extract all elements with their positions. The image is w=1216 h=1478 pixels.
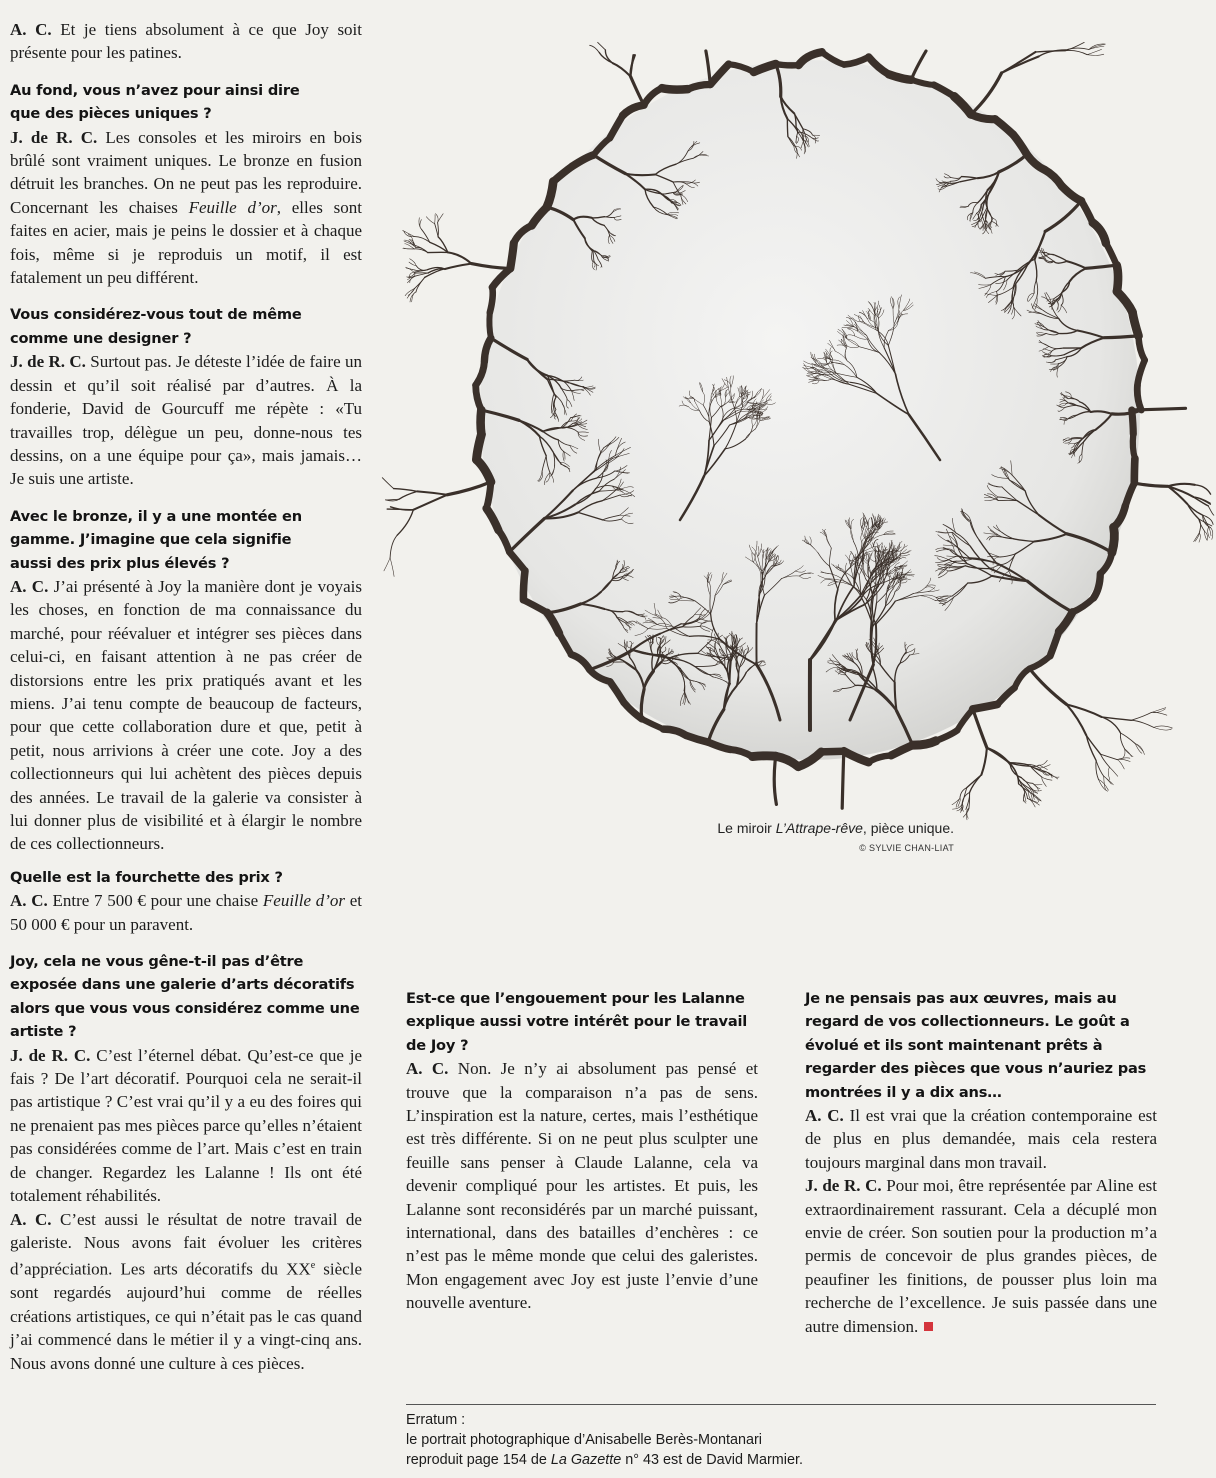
left-column <box>10 18 362 1375</box>
branch <box>1154 726 1173 728</box>
question: Est-ce que l’engouement pour les Lalanne explique aussi votre intérêt pour le travail de Joy ? <box>406 990 748 1054</box>
answer-text: , elles sont faites en acier, mais je peins le dossier et à chaque fois, même si je reproduis un motif, il est fatalement un peu différent. <box>10 197 362 288</box>
question: Je ne pensais pas aux œuvres, mais au regard de vos collectionneurs. Le goût a évolué et ils sont maintenant prêts à regarder des pièces que vous n’auriez pas montrées il y a dix ans… <box>805 990 1147 1101</box>
branch <box>397 510 413 536</box>
branch <box>1209 527 1211 536</box>
branch <box>1101 754 1110 767</box>
question: Avec le bronze, il y a une montée en gamme. J’imagine que cela signifie aussi des prix plus élevés ? <box>10 507 302 572</box>
branch <box>1131 712 1151 720</box>
branch <box>1117 760 1124 769</box>
branch <box>1104 776 1114 785</box>
middle-column <box>406 987 758 1315</box>
caption-text: Le miroir <box>717 820 776 836</box>
branch <box>1208 506 1214 515</box>
speaker: J. de R. C. <box>805 1176 882 1196</box>
branch <box>415 273 428 276</box>
branch <box>490 287 493 312</box>
branch <box>436 214 439 223</box>
answer-text: J’ai présenté à Joy la manière dont je voyais les choses, en fonction de ma connaissance du marché, pour réévaluer et intégrer ses pièces dans celui-ci, en faisant attention à ne pas créer de distorsions entre les prix pratiqués avant et les miens. J’ai tenu compte de beaucoup de facteurs, pour que cette collaboration dure et que, petit à petit, nous arrivions à créer une cote. Joy a des collectionneurs qui lui achètent des pièces depuis des années. Le travail de la galerie va consister à lui donner plus de visibilité et à élargir le nombre de ces collectionneurs. <box>10 576 362 854</box>
question: Au fond, vous n’avez pour ainsi dire que des pièces uniques ? <box>10 81 300 123</box>
branch <box>1104 776 1106 790</box>
branch <box>987 748 1010 763</box>
paragraph <box>10 889 362 936</box>
paragraph <box>805 1104 1157 1174</box>
branch <box>981 748 987 775</box>
answer-text: Il est vrai que la création contemporaine est de plus en plus demandée, mais cela restera toujours marginal dans mon travail. <box>805 1106 1157 1172</box>
answer-text: Surtout pas. Je déteste l’idée de faire un dessin et qu’il soit réalisé par d’autres. À la fonderie, David de Gourcuff me répète : «Tu travailles trop, délègue un peu, donne-nous tes dessins, on a une équipe pour ça», mais jamais… Je suis une artiste. <box>10 352 362 489</box>
branch <box>416 277 425 292</box>
branch <box>1086 735 1096 760</box>
branch <box>967 775 982 788</box>
branch <box>547 182 554 208</box>
italic-title: Feuille d’or <box>262 891 346 911</box>
paragraph <box>10 575 362 856</box>
branch <box>960 788 967 799</box>
branch <box>448 252 472 263</box>
branch <box>1132 312 1138 336</box>
branch <box>1134 458 1135 483</box>
answer-text: Et je tiens absolument à ce que Joy soit présente pour les patines. <box>10 20 363 63</box>
branch <box>1135 744 1144 755</box>
branch <box>409 262 416 266</box>
branch <box>1134 483 1168 486</box>
branch <box>476 385 482 410</box>
paragraph <box>10 1208 362 1376</box>
branch <box>613 63 631 76</box>
branch <box>1104 336 1138 338</box>
caption-title: L’Attrape-rêve <box>775 820 863 836</box>
branch <box>663 729 686 735</box>
branch <box>1137 386 1141 410</box>
branch <box>1168 486 1194 497</box>
branch <box>445 264 471 269</box>
answer-text: Entre 7 500 € pour une chaise <box>47 891 263 911</box>
branch <box>1154 727 1172 730</box>
branch <box>417 491 447 494</box>
branch <box>403 230 415 236</box>
answer-text: siècle sont regardés aujourd’hui comme de réelles créations artistiques, ce qui n’était pas le cas quand j’ai commencé dans le métier il y a vingt-cinq ans. Nous avons donné une culture à ces pièces. <box>10 1259 362 1373</box>
branch <box>971 73 1002 115</box>
branch <box>416 266 427 271</box>
branch <box>1042 777 1052 780</box>
branch <box>1168 484 1195 486</box>
italic-title: Feuille d’or <box>188 197 277 217</box>
branch <box>973 709 987 748</box>
erratum-rule <box>406 1404 1156 1405</box>
branch <box>523 571 525 600</box>
branch <box>1195 485 1211 494</box>
branch <box>1131 720 1154 727</box>
branch <box>844 57 869 65</box>
answer-text: et 50 000 € pour un paravent. <box>10 891 362 934</box>
branch <box>1096 761 1104 777</box>
branch <box>421 229 429 242</box>
branch <box>1137 360 1144 386</box>
caption-text: , pièce unique. <box>862 820 954 836</box>
branch <box>390 535 397 557</box>
branch <box>774 756 776 804</box>
erratum-line <box>406 1450 1166 1470</box>
speaker: A. C. <box>10 1209 52 1229</box>
branch <box>407 288 415 298</box>
paragraph <box>406 1057 758 1314</box>
branch <box>1121 733 1136 744</box>
branch <box>911 51 926 80</box>
paragraph <box>10 350 362 490</box>
branch <box>1187 504 1202 515</box>
branch <box>399 491 417 499</box>
branch <box>1039 760 1047 765</box>
branch <box>426 217 434 224</box>
branch <box>889 74 911 79</box>
branch <box>404 248 415 249</box>
erratum-line: le portrait photographique d’Anisabelle Berès-Montanari <box>406 1432 762 1448</box>
branch <box>590 45 600 52</box>
erratum-text: n° 43 est de David Marmier. <box>621 1452 803 1468</box>
paragraph <box>10 126 362 290</box>
branch <box>1030 669 1067 705</box>
branch <box>1108 767 1110 780</box>
branch <box>510 243 514 269</box>
paragraph <box>10 18 362 65</box>
branch <box>1099 779 1109 790</box>
branch <box>1203 515 1214 524</box>
end-of-article-mark <box>924 1322 933 1331</box>
erratum-box <box>406 1410 1166 1470</box>
branch <box>1065 50 1087 54</box>
branch <box>384 558 390 571</box>
question: Joy, cela ne vous gêne-t-il pas d’être exposée dans une galerie d’arts décoratifs alors que vous vous considérez comme une artiste ? <box>10 953 360 1041</box>
answer-text: Les consoles et les miroirs en bois brûlé sont vraiment uniques. Le bronze en fusion détruit les branches. On ne peut pas les reproduire. Concernant les chaises <box>10 127 362 217</box>
answer-text: Non. Je n’y ai absolument pas pensé et trouve que la comparaison n’a pas de sens. L’inspiration est la nature, certes, mais l’esthétique est très différente. Si on ne peut plus sculpter une feuille sans penser à Claude Lalanne, cela va devenir compliqué pour les artistes. Et puis, les Lalanne sont reconsidérés par un marché puissant, international, dans des batailles d’enchères : ce n’est pas le même monde que celui des galeristes. Mon engagement avec Joy est juste l’envie d’une nouvelle aventure. <box>406 1059 758 1313</box>
branch <box>394 489 418 492</box>
branch <box>1194 533 1200 542</box>
branch <box>1099 779 1108 791</box>
paragraph <box>10 1044 362 1208</box>
speaker: A. C. <box>805 1106 844 1126</box>
branch <box>842 751 844 808</box>
question: Quelle est la fourchette des prix ? <box>10 868 283 886</box>
speaker: J. de R. C. <box>10 1045 91 1065</box>
branch <box>787 119 788 137</box>
branch <box>973 704 998 709</box>
mirror-photo <box>380 40 1216 840</box>
branch <box>1109 767 1117 776</box>
branch <box>729 660 730 681</box>
branch <box>420 220 422 230</box>
branch <box>631 76 644 105</box>
branch <box>1002 57 1039 73</box>
branch <box>1071 438 1083 439</box>
speaker: J. de R. C. <box>10 352 86 372</box>
erratum-text: reproduit page 154 de <box>406 1452 551 1468</box>
right-column <box>805 987 1157 1338</box>
erratum-publication: La Gazette <box>550 1452 622 1468</box>
paragraph <box>805 1174 1157 1338</box>
speaker: A. C. <box>10 891 48 911</box>
branch <box>1139 336 1145 360</box>
question: Vous considérez-vous tout de même comme une designer ? <box>10 306 302 347</box>
branch <box>489 313 491 339</box>
speaker: A. C. <box>10 576 49 596</box>
branch <box>598 42 606 50</box>
branch <box>447 482 491 495</box>
branch <box>481 410 482 434</box>
branch <box>1087 49 1101 54</box>
branch <box>662 88 688 89</box>
branch <box>471 264 510 269</box>
branch <box>413 495 447 510</box>
erratum-title: Erratum : <box>406 1412 466 1428</box>
speaker: A. C. <box>10 20 52 39</box>
branch <box>382 478 393 489</box>
branch <box>438 237 448 253</box>
speaker: J. de R. C. <box>10 127 98 147</box>
superscript: e <box>310 1260 316 1272</box>
branch <box>1087 54 1104 55</box>
speaker: A. C. <box>406 1059 449 1079</box>
answer-text: Pour moi, être représentée par Aline est extraordinairement rassurant. Cela a décuplé mon envie de créer. Son soutien pour la production m’a permis de concevoir de plus grandes pièces, de peaufiner les finitions, de pousser plus loin ma recherche de l’excellence. Je suis passée dans une autre dimension. <box>805 1176 1157 1336</box>
photo-credit: © SYLVIE CHAN-LIAT <box>859 843 954 853</box>
answer-text: C’est l’éternel débat. Qu’est-ce que je fais ? De l’art décoratif. Pourquoi cela ne serait-il pas artistique ? C’est vrai qu’il y a eu des foires qui ne prenaient pas mes pièces parce qu’elles n’étaient pas considérées comme de l’art. Mais c’est en train de changer. Regardez les Lalanne ! Ils ont été totalement réhabilités. <box>10 1045 363 1206</box>
branch <box>631 55 634 76</box>
photo-caption <box>560 820 954 836</box>
branch <box>1112 527 1114 552</box>
branch <box>390 558 394 577</box>
branch <box>438 214 444 223</box>
branch <box>952 798 960 804</box>
answer-text: C’est aussi le résultat de notre travail de galeriste. Nous avons fait évoluer les critères d’appréciation. Les arts décoratifs du XX <box>10 1209 362 1279</box>
